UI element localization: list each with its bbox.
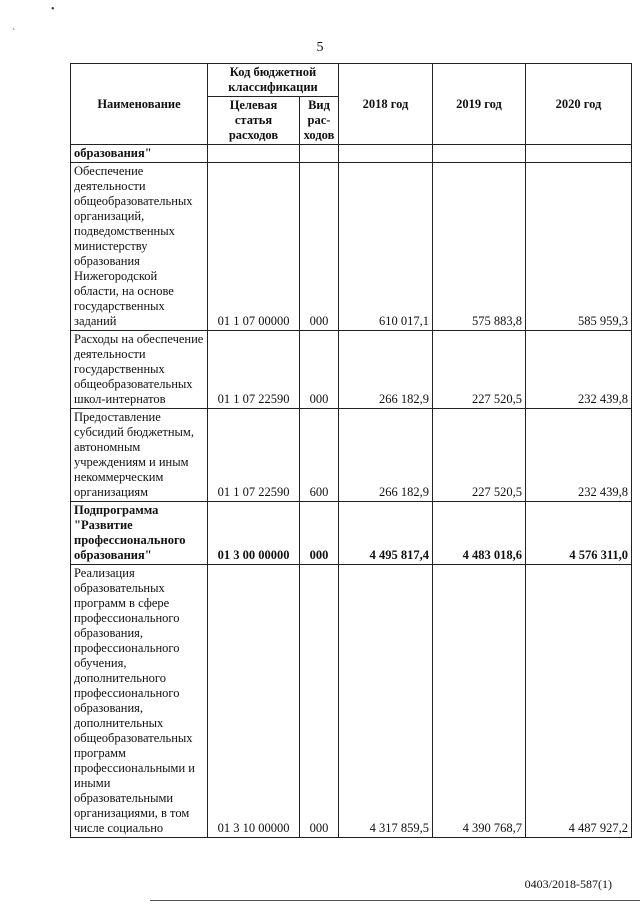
row-kind: 000 (300, 163, 339, 331)
budget-table (70, 63, 632, 838)
row-2020: 4 576 311,0 (526, 502, 632, 565)
row-name: образования" (71, 145, 208, 163)
header-2019: 2019 год (433, 64, 526, 145)
row-code: 01 1 07 22590 (208, 331, 300, 409)
header-target-item: Целевая статья расходов (208, 97, 300, 145)
row-2018: 266 182,9 (339, 409, 433, 502)
row-2019: 227 520,5 (433, 409, 526, 502)
document-code: 0403/2018-587(1) (524, 877, 612, 891)
row-2018: 610 017,1 (339, 163, 433, 331)
row-code: 01 3 00 00000 (208, 502, 300, 565)
row-kind: 000 (300, 565, 339, 838)
row-code: 01 3 10 00000 (208, 565, 300, 838)
table-row (71, 163, 632, 331)
row-2018: 4 495 817,4 (339, 502, 433, 565)
row-2018 (339, 145, 433, 163)
row-2020 (526, 145, 632, 163)
row-2020: 232 439,8 (526, 331, 632, 409)
row-2020: 585 959,3 (526, 163, 632, 331)
row-code (208, 145, 300, 163)
row-2019: 4 483 018,6 (433, 502, 526, 565)
row-kind: 000 (300, 331, 339, 409)
row-kind (300, 145, 339, 163)
page-number: 5 (316, 40, 324, 55)
header-budget-code: Код бюджетной классификации (208, 64, 339, 97)
header-2020: 2020 год (526, 64, 632, 145)
table-row (71, 565, 632, 838)
table-row (71, 502, 632, 565)
row-code: 01 1 07 22590 (208, 409, 300, 502)
row-kind: 600 (300, 409, 339, 502)
header-name: Наименование (71, 64, 208, 145)
row-2019: 227 520,5 (433, 331, 526, 409)
header-2018: 2018 год (339, 64, 433, 145)
row-2019 (433, 145, 526, 163)
table-body (71, 145, 632, 838)
row-2018: 266 182,9 (339, 331, 433, 409)
row-2018: 4 317 859,5 (339, 565, 433, 838)
row-name: Предоставление субсидий бюджетным, автономным учреждениям и иным некоммерческим организациям (71, 409, 208, 502)
row-name: Обеспечение деятельности общеобразовательных организаций, подведомственных министерству образования Нижегородской области, на основе государственных заданий (71, 163, 208, 331)
header-expense-type: Вид рас- ходов (300, 97, 339, 145)
row-kind: 000 (300, 502, 339, 565)
scan-mark: • (51, 4, 55, 15)
row-name: Реализация образовательных программ в сфере профессионального образования, профессионального обучения, дополнительного профессионального образования, дополнительных общеобразовательных программ профессиональными и иными образовательными организациями, в том числе социально (71, 565, 208, 838)
row-2020: 232 439,8 (526, 409, 632, 502)
table-header (71, 64, 632, 145)
row-2019: 4 390 768,7 (433, 565, 526, 838)
table-row (71, 409, 632, 502)
bottom-divider (150, 900, 640, 901)
row-name: Расходы на обеспечение деятельности государственных общеобразовательных школ-интернатов (71, 331, 208, 409)
scan-mark: ` (12, 28, 16, 39)
table-row (71, 145, 632, 163)
row-name: Подпрограмма "Развитие профессионального образования" (71, 502, 208, 565)
row-code: 01 1 07 00000 (208, 163, 300, 331)
row-2020: 4 487 927,2 (526, 565, 632, 838)
row-2019: 575 883,8 (433, 163, 526, 331)
table-row (71, 331, 632, 409)
